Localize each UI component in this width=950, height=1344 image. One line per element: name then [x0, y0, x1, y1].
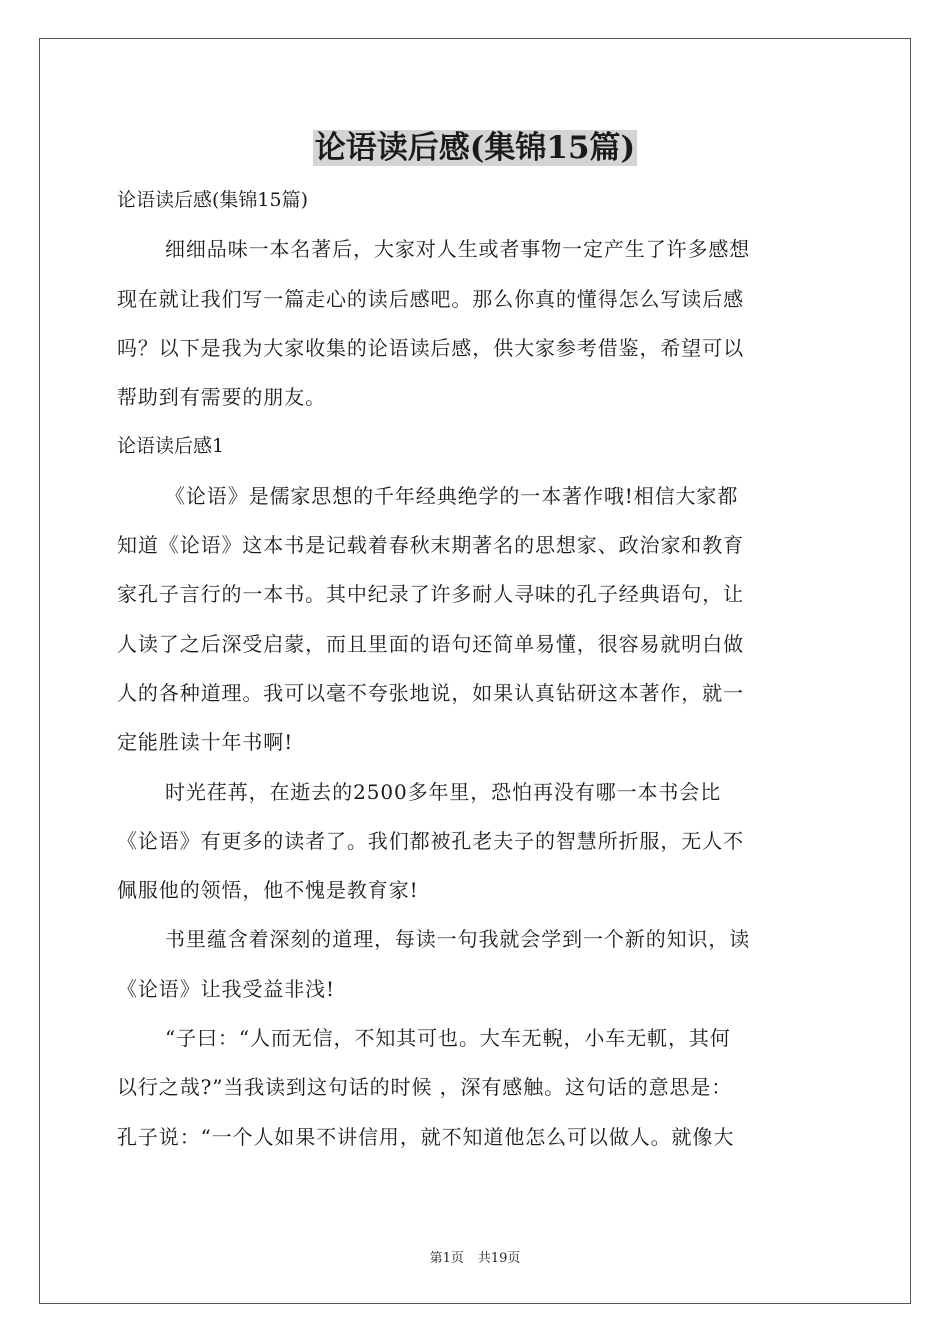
page-footer [0, 1247, 950, 1266]
text-line: “子曰：“人而无信，不知其可也。大车无輗，小车无軏，其何 [165, 1026, 731, 1051]
text-line: 以行之哉?”当我读到这句话的时候 ，深有感触。这句话的意思是： [117, 1075, 733, 1100]
text-line: 孔子说：“一个人如果不讲信用，就不知道他怎么可以做人。就像大 [117, 1124, 735, 1149]
document-body [117, 180, 837, 1166]
text-line: 《论语》让我受益非浅! [117, 976, 335, 1001]
section-heading: 论语读后感1 [117, 435, 225, 458]
text-line: 知道《论语》这本书是记载着春秋末期著名的思想家、政治家和教育 [117, 533, 744, 558]
document-title [0, 126, 950, 170]
page-number: 第1页 [429, 1251, 464, 1266]
text-line: 《论语》是儒家思想的千年经典绝学的一本著作哦!相信大家都 [165, 483, 739, 508]
total-pages: 共19页 [477, 1251, 521, 1266]
text-lines [117, 229, 837, 1166]
text-line: 细细品味一本名著后，大家对人生或者事物一定产生了许多感想 [165, 237, 751, 262]
text-line: 家孔子言行的一本书。其中纪录了许多耐人寻味的孔子经典语句，让 [117, 582, 744, 607]
document-subtitle: 论语读后感(集锦15篇) [117, 189, 309, 211]
text-line: 帮助到有需要的朋友。 [117, 385, 326, 410]
text-line: 《论语》有更多的读者了。我们都被孔老夫子的智慧所折服，无人不 [117, 828, 744, 853]
text-line: 定能胜读十年书啊! [117, 730, 294, 755]
text-line: 吗？以下是我为大家收集的论语读后感，供大家参考借鉴，希望可以 [117, 335, 744, 360]
text-line: 书里蕴含着深刻的道理，每读一句我就会学到一个新的知识，读 [165, 927, 751, 952]
text-line: 人读了之后深受启蒙，而且里面的语句还简单易懂，很容易就明白做 [117, 631, 744, 656]
document-title-text: 论语读后感(集锦15篇) [314, 130, 636, 166]
text-line: 人的各种道理。我可以毫不夸张地说，如果认真钻研这本著作，就一 [117, 680, 744, 705]
text-line: 佩服他的领悟，他不愧是教育家! [117, 878, 419, 903]
text-line: 时光荏苒，在逝去的2500多年里，恐怕再没有哪一本书会比 [165, 779, 722, 804]
text-line: 现在就让我们写一篇走心的读后感吧。那么你真的懂得怎么写读后感 [117, 286, 744, 311]
